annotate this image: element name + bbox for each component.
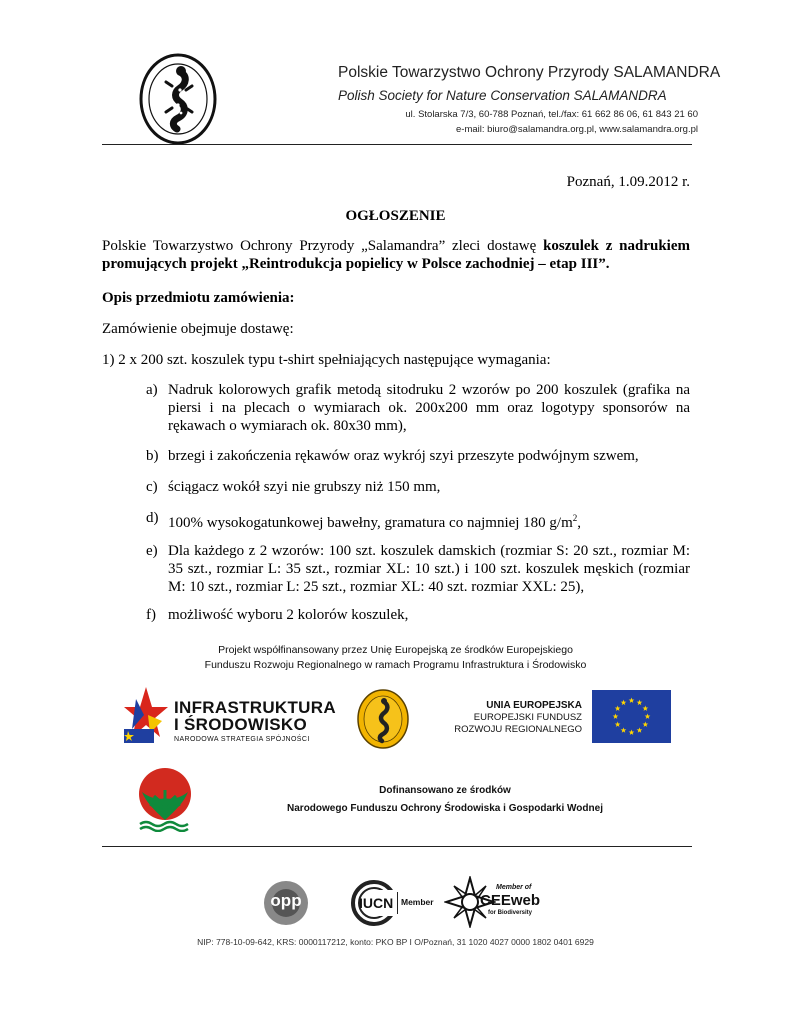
salamandra-logo bbox=[128, 50, 228, 150]
ceeweb-sub: for Biodiversity bbox=[488, 910, 533, 916]
eu-fund-text bbox=[452, 700, 582, 736]
requirement-text: ściągacz wokół szyi nie grubszy niż 150 mm, bbox=[168, 479, 441, 495]
requirement-text-end: , bbox=[577, 515, 582, 531]
requirement-label: d) bbox=[146, 510, 159, 526]
eu-line-1: UNIA EUROPEJSKA bbox=[486, 700, 582, 711]
order-intro: Zamówienie obejmuje dostawę: bbox=[102, 321, 294, 337]
nfosigw-text bbox=[220, 782, 670, 818]
requirement-label: a) bbox=[146, 382, 158, 398]
requirement-text: Nadruk kolorowych grafik metodą sitodruku 2 wzorów po 200 koszulek (grafika na piersi i na plecach o wymiarach ok. 200x200 mm oraz logotypy sponsorów na rękawach o wymiarach ok. 80x30 mm), bbox=[168, 382, 690, 434]
nss-star-icon bbox=[122, 685, 170, 745]
requirement-label: c) bbox=[146, 479, 158, 495]
requirement-b bbox=[146, 447, 690, 465]
opp-logo bbox=[262, 880, 310, 926]
requirement-e bbox=[146, 542, 690, 596]
infrastruktura-logo bbox=[122, 685, 342, 747]
requirement-label: b) bbox=[146, 448, 159, 464]
iucn-text: IUCN bbox=[359, 895, 394, 911]
ceeweb-member-of: Member of bbox=[496, 884, 532, 891]
org-contact: e-mail: biuro@salamandra.org.pl, www.salamandra.org.pl bbox=[456, 124, 698, 135]
infra-title-2: I ŚRODOWISKO bbox=[174, 715, 307, 734]
requirement-label: e) bbox=[146, 543, 158, 559]
document-heading: OGŁOSZENIE bbox=[345, 208, 446, 224]
requirement-superscript: 2 bbox=[572, 513, 578, 523]
requirement-text: Dla każdego z 2 wzorów: 100 szt. koszulek damskich (rozmiar S: 20 szt., rozmiar M: 35 szt., rozmiar L: 35 szt., rozmiar XL: 10 szt.) i 100 szt. koszulek męskich (rozmiar M: 10 szt., rozmiar L: 25 szt., rozmiar XL: 40 szt. rozmiar XXL: 25), bbox=[168, 543, 690, 595]
announcement-intro bbox=[102, 237, 690, 273]
iucn-divider bbox=[397, 892, 398, 914]
section-divider bbox=[102, 846, 692, 847]
footer-bank-info: NIP: 778-10-09-642, KRS: 0000117212, konto: PKO BP I O/Poznań, 31 1020 4027 0000 1802 0401 6929 bbox=[197, 937, 594, 947]
nfosigw-line-1: Dofinansowano ze środków bbox=[379, 785, 511, 796]
funding-line-1: Projekt współfinansowany przez Unię Europejską ze środków Europejskiego bbox=[218, 644, 573, 656]
eu-line-3: ROZWOJU REGIONALNEGO bbox=[454, 724, 582, 735]
org-name-en: Polish Society for Nature Conservation SALAMANDRA bbox=[338, 88, 667, 103]
ceeweb-name: CEEweb bbox=[480, 892, 541, 909]
nfosigw-logo bbox=[136, 766, 194, 832]
opp-text: opp bbox=[270, 891, 302, 910]
funding-line-2: Funduszu Rozwoju Regionalnego w ramach Programu Infrastruktura i Środowisko bbox=[204, 659, 587, 671]
iucn-member-text: Member bbox=[401, 897, 434, 907]
requirement-text: możliwość wyboru 2 kolorów koszulek, bbox=[168, 607, 409, 623]
section-title: Opis przedmiotu zamówienia: bbox=[102, 290, 295, 306]
requirement-a bbox=[146, 381, 690, 435]
requirement-label: f) bbox=[146, 607, 156, 623]
ceeweb-logo bbox=[444, 876, 544, 928]
requirement-d bbox=[146, 509, 690, 532]
requirement-c bbox=[146, 478, 690, 496]
requirement-text-wrap bbox=[168, 509, 690, 532]
document-date: Poznań, 1.09.2012 r. bbox=[566, 174, 690, 190]
requirement-f bbox=[146, 606, 690, 624]
salamandra-gold-logo bbox=[356, 688, 410, 750]
header-divider bbox=[102, 144, 692, 145]
order-item-1: 1) 2 x 200 szt. koszulek typu t-shirt spełniających następujące wymagania: bbox=[102, 352, 551, 368]
eu-line-2: EUROPEJSKI FUNDUSZ bbox=[473, 712, 582, 723]
org-address: ul. Stolarska 7/3, 60-788 Poznań, tel./fax: 61 662 86 06, 61 843 21 60 bbox=[405, 109, 698, 120]
requirement-text: 100% wysokogatunkowej bawełny, gramatura co najmniej 180 g/m bbox=[168, 515, 573, 531]
infra-title-1: INFRASTRUKTURA bbox=[174, 698, 336, 717]
requirement-text: brzegi i zakończenia rękawów oraz wykrój szyi przeszyte podwójnym szwem, bbox=[168, 448, 639, 464]
iucn-logo bbox=[351, 880, 441, 926]
intro-bold: koszulek z nadrukiem promujących projekt „Reintrodukcja popielicy w Polsce zachodniej – etap III”. bbox=[102, 238, 690, 272]
infra-subtitle: NARODOWA STRATEGIA SPÓJNOŚCI bbox=[174, 736, 310, 743]
intro-plain: Polskie Towarzystwo Ochrony Przyrody „Salamandra” zleci dostawę bbox=[102, 238, 544, 254]
eu-flag-icon bbox=[592, 690, 671, 743]
nfosigw-line-2: Narodowego Funduszu Ochrony Środowiska i Gospodarki Wodnej bbox=[287, 803, 603, 814]
org-name-pl: Polskie Towarzystwo Ochrony Przyrody SALAMANDRA bbox=[338, 64, 721, 81]
